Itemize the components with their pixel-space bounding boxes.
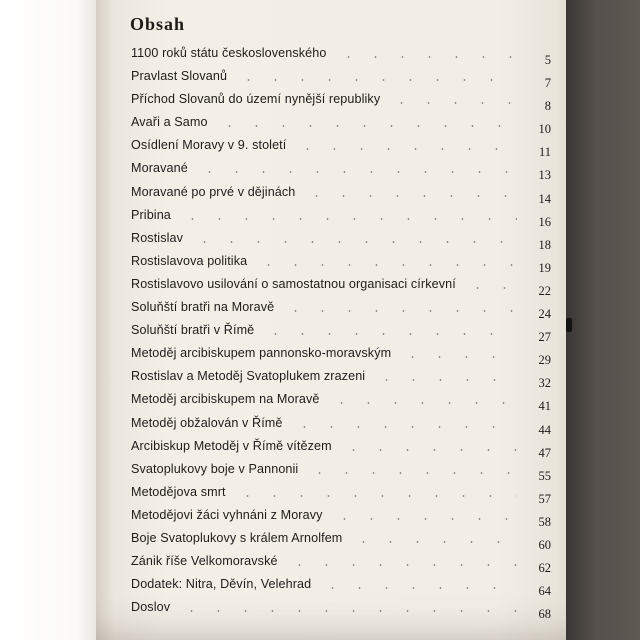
toc-entry-title: Zánik říše Velkomoravské [131, 554, 278, 569]
toc-entry-page-number: 18 [538, 237, 551, 252]
toc-leader-dots [196, 171, 517, 173]
toc-entry-title: Metodějova smrt [131, 484, 226, 499]
toc-entry [131, 251, 551, 274]
toc-entry-page-number: 57 [538, 491, 551, 506]
toc-entry-page-number: 64 [538, 584, 551, 599]
toc-entry-page-number: 7 [544, 76, 551, 91]
toc-entry [131, 158, 551, 181]
table-of-contents [131, 43, 551, 620]
toc-entry [131, 413, 551, 436]
toc-entry [131, 459, 551, 482]
toc-leader-dots [340, 449, 517, 451]
toc-leader-dots [178, 610, 517, 612]
toc-entry [131, 574, 551, 597]
toc-leader-dots [388, 102, 517, 104]
toc-leader-dots [303, 195, 517, 197]
toc-leader-dots [191, 241, 517, 243]
toc-entry-title: Dodatek: Nitra, Děvín, Velehrad [131, 577, 312, 592]
toc-entry [131, 389, 551, 412]
toc-entry-title: Svatoplukovy boje v Pannonii [131, 461, 299, 476]
toc-entry-title: Boje Svatoplukovy s králem Arnolfem [131, 530, 343, 545]
toc-leader-dots [331, 518, 517, 520]
toc-leader-dots [373, 379, 517, 381]
toc-entry [131, 228, 551, 251]
toc-entry [131, 597, 551, 620]
toc-entry-page-number: 29 [538, 353, 551, 368]
toc-entry [131, 366, 551, 389]
toc-leader-dots [235, 79, 517, 81]
toc-entry-title: Pribina [131, 207, 171, 222]
toc-entry [131, 436, 551, 459]
page-title: Obsah [130, 14, 186, 34]
toc-entry-page-number: 62 [538, 561, 551, 576]
toc-leader-dots [464, 287, 517, 289]
toc-leader-dots [335, 56, 517, 58]
toc-leader-dots [350, 541, 517, 543]
toc-entry-title: Příchod Slovanů do území nynější republiky [131, 92, 381, 107]
toc-entry-page-number: 11 [538, 145, 551, 160]
toc-entry-page-number: 44 [538, 422, 551, 437]
toc-entry [131, 343, 551, 366]
toc-leader-dots [328, 402, 517, 404]
toc-entry-title: Rostislav a Metoděj Svatoplukem zrazeni [131, 369, 366, 384]
toc-entry-page-number: 19 [538, 260, 551, 275]
toc-entry [131, 551, 551, 574]
toc-entry-title: Rostislavova politika [131, 253, 248, 268]
toc-leader-dots [262, 333, 517, 335]
toc-entry-page-number: 27 [538, 330, 551, 345]
toc-leader-dots [286, 564, 517, 566]
page-edge-mark [566, 318, 572, 332]
toc-entry [131, 528, 551, 551]
toc-entry-title: Metoděj arcibiskupem pannonsko-moravským [131, 346, 392, 361]
toc-leader-dots [179, 218, 517, 220]
toc-entry [131, 112, 551, 135]
page-left-margin [0, 0, 96, 640]
toc-entry [131, 274, 551, 297]
toc-entry-page-number: 32 [538, 376, 551, 391]
toc-entry-title: Metodějovi žáci vyhnáni z Moravy [131, 507, 323, 522]
toc-entry [131, 505, 551, 528]
toc-entry-page-number: 68 [538, 607, 551, 622]
toc-entry [131, 89, 551, 112]
toc-entry [131, 43, 551, 66]
toc-entry-title: Soluňští bratři na Moravě [131, 300, 275, 315]
toc-entry-title: Moravané [131, 161, 188, 176]
toc-entry [131, 182, 551, 205]
toc-entry [131, 66, 551, 89]
toc-entry-page-number: 5 [544, 53, 551, 67]
toc-leader-dots [216, 125, 517, 127]
toc-entry [131, 320, 551, 343]
toc-entry-title: Metoděj arcibiskupem na Moravě [131, 392, 320, 407]
toc-entry-page-number: 24 [538, 307, 551, 322]
toc-leader-dots [306, 472, 517, 474]
toc-entry-title: 1100 roků státu československého [131, 46, 327, 60]
toc-entry-page-number: 22 [538, 283, 551, 298]
toc-entry-title: Rostislavovo usilování o samostatnou organisaci církevní [131, 276, 456, 291]
background-right [566, 0, 640, 640]
toc-entry-title: Avaři a Samo [131, 115, 208, 130]
toc-leader-dots [255, 264, 517, 266]
toc-entry-page-number: 13 [538, 168, 551, 183]
toc-leader-dots [282, 310, 517, 312]
toc-leader-dots [294, 148, 517, 150]
toc-entry-page-number: 55 [538, 468, 551, 483]
toc-leader-dots [234, 495, 517, 497]
toc-entry-title: Moravané po prvé v dějinách [131, 184, 296, 199]
toc-entry-page-number: 16 [538, 214, 551, 229]
toc-entry [131, 205, 551, 228]
toc-entry-title: Rostislav [131, 230, 183, 245]
toc-entry-page-number: 8 [544, 99, 551, 114]
toc-entry [131, 297, 551, 320]
toc-entry-page-number: 14 [538, 191, 551, 206]
toc-leader-dots [399, 356, 517, 358]
toc-entry-title: Soluňští bratři v Římě [131, 323, 255, 338]
toc-entry-page-number: 58 [538, 514, 551, 529]
toc-entry-title: Osídlení Moravy v 9. století [131, 138, 287, 153]
toc-entry-title: Pravlast Slovanů [131, 69, 228, 84]
toc-entry [131, 135, 551, 158]
toc-entry-page-number: 47 [538, 445, 551, 460]
toc-entry-title: Metoděj obžalován v Římě [131, 415, 283, 430]
toc-leader-dots [291, 426, 517, 428]
toc-leader-dots [319, 587, 517, 589]
toc-entry-title: Doslov [131, 600, 171, 615]
toc-entry-page-number: 10 [538, 122, 551, 137]
toc-entry [131, 482, 551, 505]
toc-entry-title: Arcibiskup Metoděj v Římě vítězem [131, 438, 332, 453]
toc-entry-page-number: 41 [538, 399, 551, 414]
toc-entry-page-number: 60 [538, 537, 551, 552]
